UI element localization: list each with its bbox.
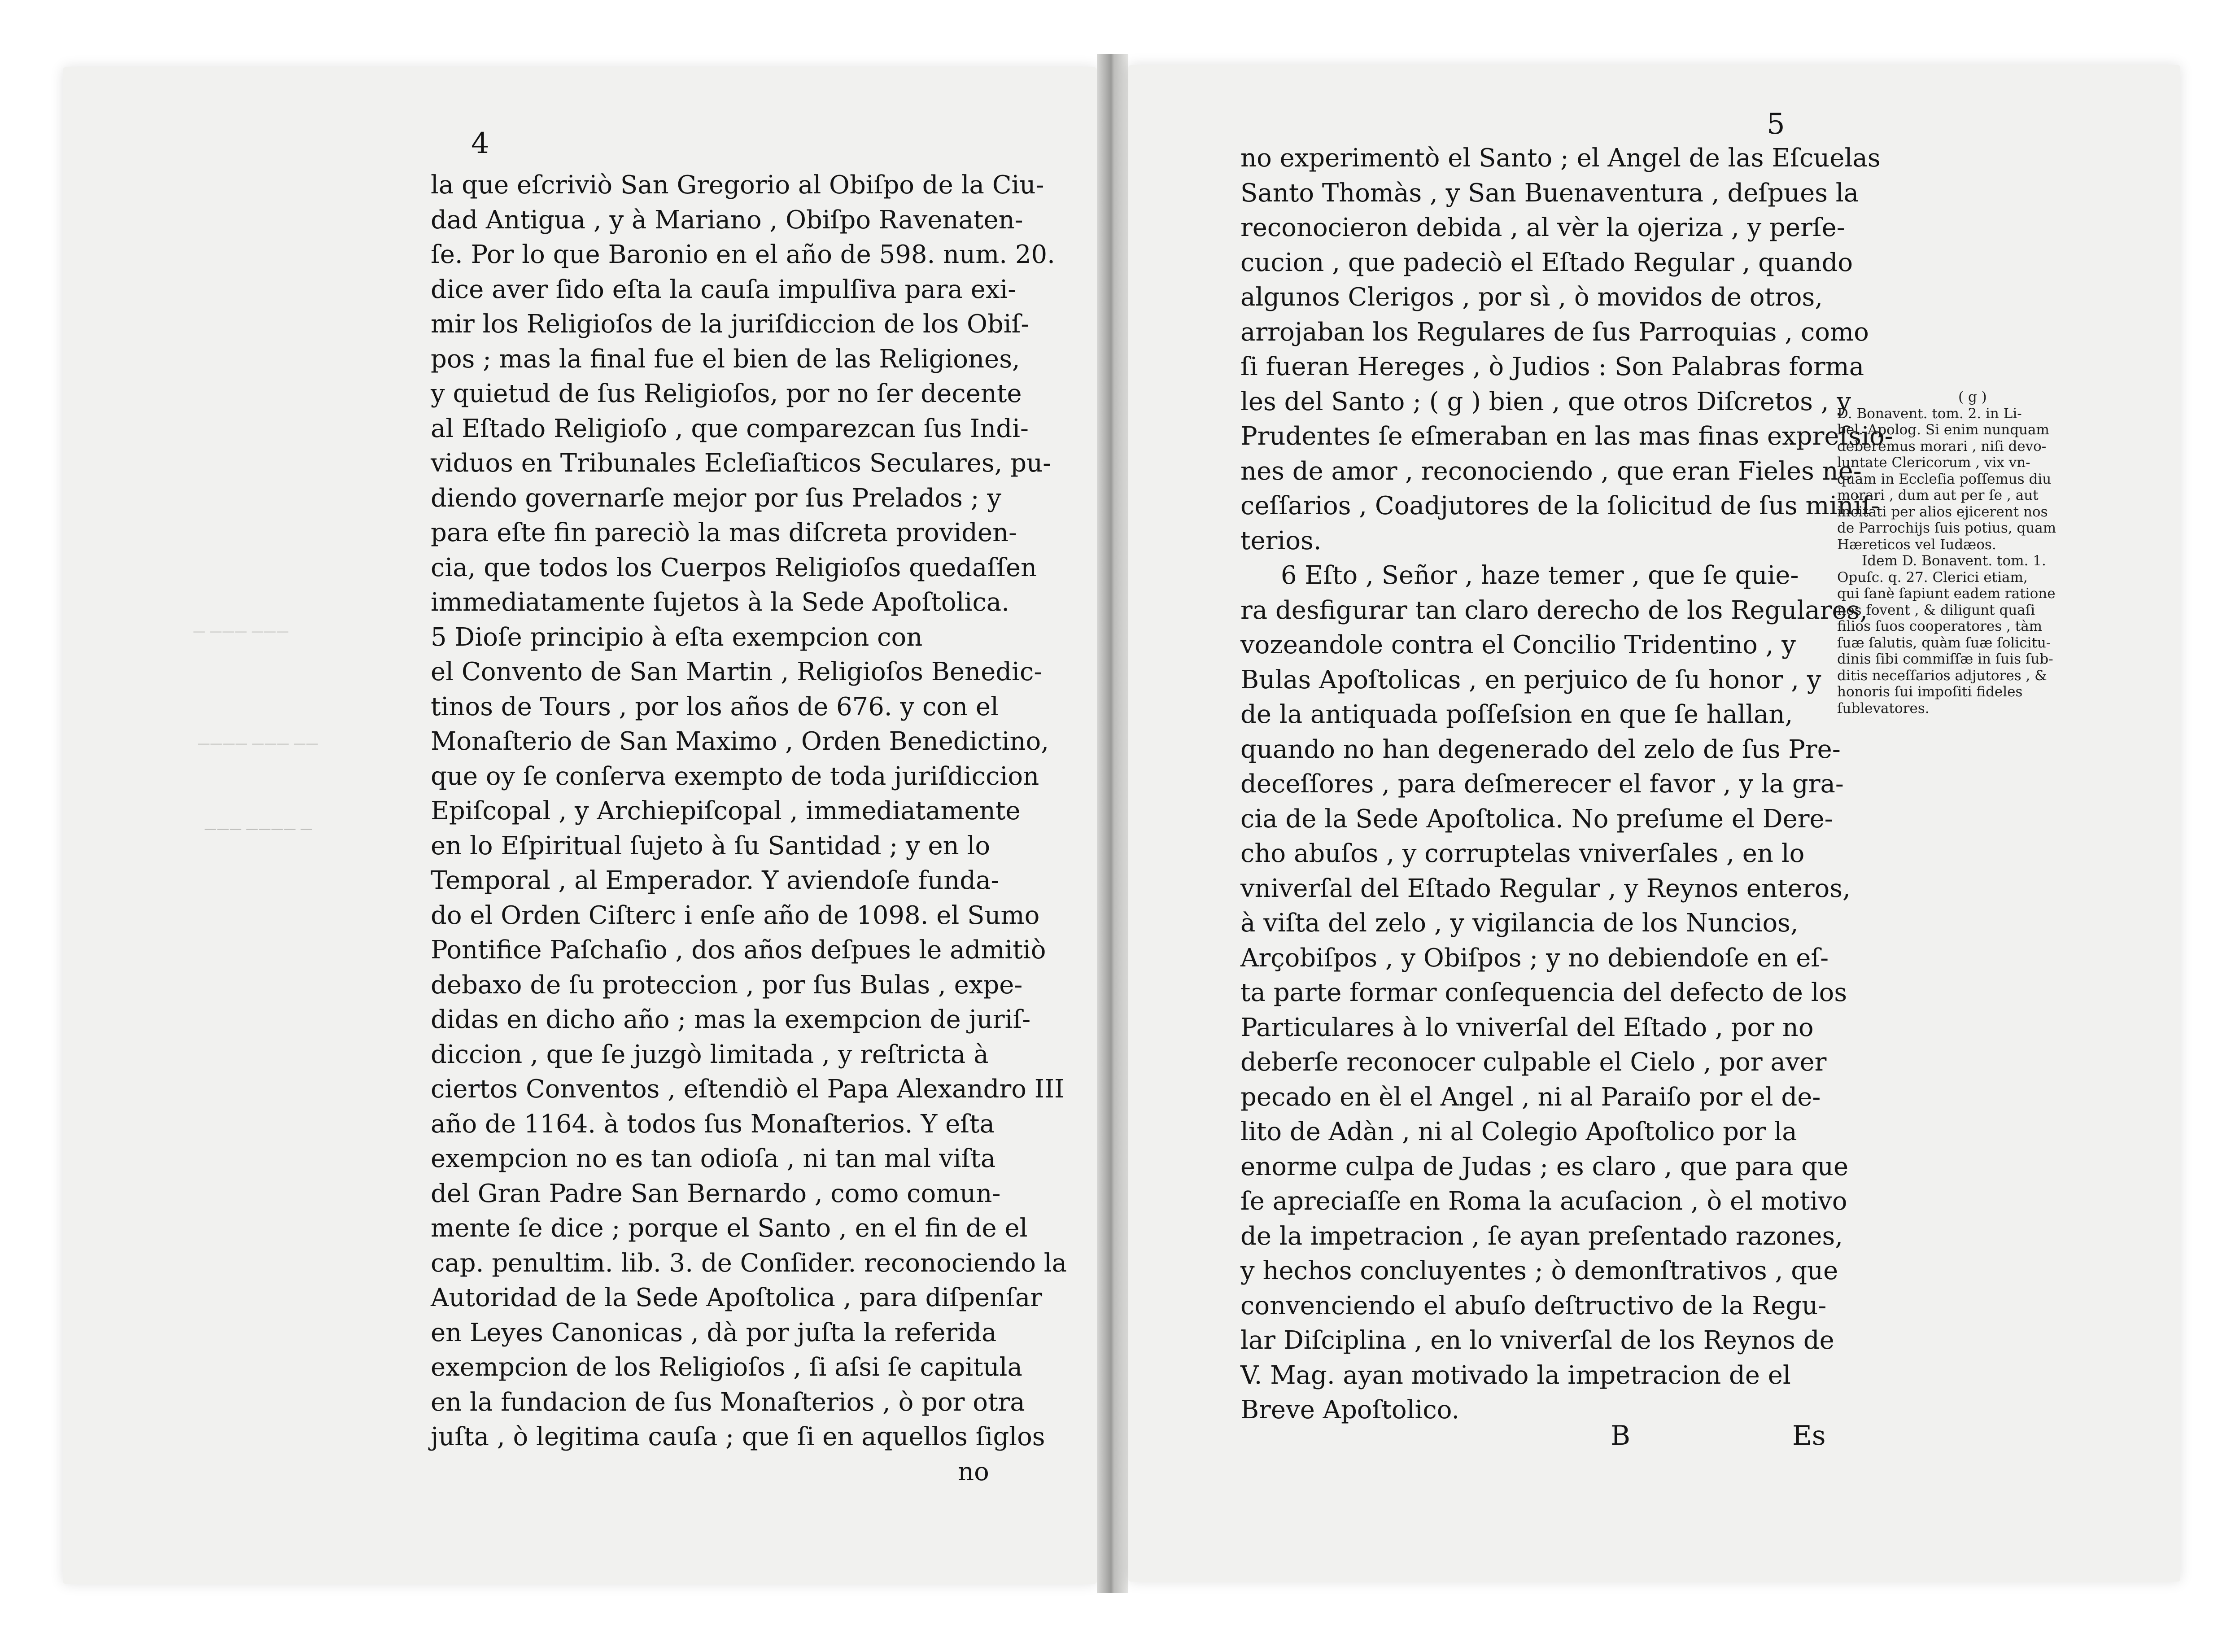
show-through-decoration: — ——— ——— xyxy=(193,624,289,638)
text-line: les del Santo ; ( g ) bien , que otros Diſcretos , y xyxy=(1240,387,1851,416)
text-line: arrojaban los Regulares de ſus Parroquias , como xyxy=(1240,317,1869,347)
margin-note-line: ditis neceſſarios adjutores , & xyxy=(1837,667,2047,684)
margin-note-line: dinis ſibi commiſſæ in ſuis ſub- xyxy=(1837,651,2053,667)
text-line: pos ; mas la final fue el bien de las Religiones, xyxy=(431,344,1020,374)
text-line: mente ſe dice ; porque el Santo , en el fin de el xyxy=(431,1214,1028,1243)
text-line: didas en dicho año ; mas la exempcion de juriſ- xyxy=(431,1005,1031,1034)
text-line: dice aver ſido eſta la cauſa impulſiva para exi- xyxy=(431,275,1017,304)
text-line: el Convento de San Martin , Religioſos Benedic- xyxy=(431,657,1043,686)
text-line: y quietud de ſus Religioſos, por no ſer decente xyxy=(431,379,1022,408)
text-line: immediatamente ſujetos à la Sede Apoſtolica. xyxy=(431,588,1009,617)
margin-note-line: luntate Clericorum , vix vn- xyxy=(1837,455,2030,471)
show-through-decoration: ———— ——— —— xyxy=(197,736,319,751)
text-line: Bulas Apoſtolicas , en perjuico de ſu honor , y xyxy=(1240,665,1821,695)
margin-note-line: incitati per alios ejicerent nos xyxy=(1837,503,2048,520)
text-line: Prudentes ſe eſmeraban en las mas finas expreſsio- xyxy=(1240,422,1893,451)
margin-note-line: qui ſanè ſapiunt eadem ratione xyxy=(1837,586,2056,602)
book-gutter xyxy=(1097,54,1128,1593)
text-line: diendo governarſe mejor por ſus Prelados ; y xyxy=(431,483,1001,513)
text-line: do el Orden Ciſterc i enſe año de 1098. el Sumo xyxy=(431,900,1040,930)
text-line: cucion , que padeciò el Eſtado Regular , quando xyxy=(1240,248,1853,277)
text-line: lar Diſciplina , en lo vniverſal de los Reynos de xyxy=(1240,1326,1834,1355)
text-line: ta parte formar conſequencia del defecto de los xyxy=(1240,978,1847,1007)
text-line: que oy ſe conſerva exempto de toda juriſdiccion xyxy=(431,761,1039,791)
text-line: Particulares à lo vniverſal del Eſtado , por no xyxy=(1240,1013,1814,1042)
margin-note-line: morari , dum aut per ſe , aut xyxy=(1837,487,2039,503)
text-line: deberſe reconocer culpable el Cielo , por aver xyxy=(1240,1048,1827,1077)
text-line: pecado en èl el Angel , ni al Paraiſo por el de- xyxy=(1240,1082,1821,1112)
text-line: ſi fueran Hereges , ò Judios : Son Palabras forma xyxy=(1240,352,1864,381)
text-line: ſe. Por lo que Baronio en el año de 598. num. 20. xyxy=(431,240,1055,269)
text-line: cia, que todos los Cuerpos Religioſos quedaſſen xyxy=(431,553,1037,582)
text-line: en Leyes Canonicas , dà por juſta la referida xyxy=(431,1318,997,1347)
margin-note-line: Idem D. Bonavent. tom. 1. xyxy=(1862,553,2046,569)
text-line: lito de Adàn , ni al Colegio Apoſtolico por la xyxy=(1240,1117,1797,1146)
text-line: para eſte fin pareciò la mas diſcreta providen- xyxy=(431,518,1017,547)
text-line: viduos en Tribunales Ecleſiaſticos Seculares, pu- xyxy=(431,449,1052,478)
text-line: reconocieron debida , al vèr la ojeriza , y perſe- xyxy=(1240,213,1845,242)
text-line: vniverſal del Eſtado Regular , y Reynos enteros, xyxy=(1240,874,1851,903)
margin-note-line: de Parrochijs ſuis potius, quam xyxy=(1837,520,2056,536)
text-line: de la impetracion , ſe ayan preſentado razones, xyxy=(1240,1221,1843,1251)
text-line: cho abuſos , y corruptelas vniverſales , en lo xyxy=(1240,839,1805,868)
margin-note-line: D. Bonavent. tom. 2. in Li- xyxy=(1837,405,2022,422)
margin-note-line: ſuæ ſalutis, quàm ſuæ ſolicitu- xyxy=(1837,634,2051,651)
margin-note-line: nos fovent , & diligunt quaſi xyxy=(1837,602,2035,618)
margin-note-line: Hæreticos vel Iudæos. xyxy=(1837,536,1996,553)
text-line: Pontifice Paſchaſio , dos años deſpues le admitiò xyxy=(431,935,1046,965)
text-line: quando no han degenerado del zelo de ſus Pre- xyxy=(1240,734,1841,764)
margin-note-line: ( g ) xyxy=(1958,389,1987,405)
text-line: Arçobiſpos , y Obiſpos ; y no debiendoſe en eſ- xyxy=(1240,943,1829,973)
text-line: ciertos Conventos , eſtendiò el Papa Alexandro III xyxy=(431,1075,1065,1104)
margin-note-line: Opuſc. q. 27. Clerici etiam, xyxy=(1837,569,2028,586)
text-line: Breve Apoſtolico. xyxy=(1240,1395,1460,1425)
text-line: al Eſtado Religioſo , que comparezcan ſus Indi- xyxy=(431,414,1029,443)
text-line: y hechos concluyentes ; ò demonſtrativos , que xyxy=(1240,1256,1838,1285)
text-line: mir los Religioſos de la juriſdiccion de los Obiſ- xyxy=(431,310,1030,339)
text-line: ra desfigurar tan claro derecho de los Regulares, xyxy=(1240,595,1868,625)
margin-note-line: honoris ſui impoſiti fideles xyxy=(1837,684,2023,700)
text-line: deceſſores , para deſmerecer el favor , y la gra- xyxy=(1240,769,1844,799)
text-line: tinos de Tours , por los años de 676. y con el xyxy=(431,692,999,721)
text-line: de la antiquada poſſeſsion en que ſe hallan, xyxy=(1240,700,1793,729)
text-line: 6 Eſto , Señor , haze temer , que ſe quie- xyxy=(1281,561,1799,590)
margin-note-line: filios ſuos cooperatores , tàm xyxy=(1837,618,2043,634)
text-line: en lo Eſpiritual ſujeto à ſu Santidad ; y en lo xyxy=(431,831,991,861)
margin-note-line: quam in Eccleſia poſſemus diu xyxy=(1837,471,2052,487)
text-line: no xyxy=(958,1457,989,1486)
page-number-right: 5 xyxy=(1767,108,1785,141)
text-line: del Gran Padre San Bernardo , como comun- xyxy=(431,1179,1001,1208)
signature-mark: B xyxy=(1611,1420,1631,1451)
text-line: debaxo de ſu proteccion , por ſus Bulas , expe- xyxy=(431,970,1023,1000)
margin-note-line: bel. Apolog. Si enim nunquam xyxy=(1837,422,2049,438)
text-line: convenciendo el abuſo deſtructivo de la Regu- xyxy=(1240,1291,1827,1320)
text-line: 5 Dioſe principio à eſta exempcion con xyxy=(431,622,923,652)
text-line: año de 1164. à todos ſus Monaſterios. Y eſta xyxy=(431,1109,995,1139)
text-line: exempcion de los Religioſos , ſi aſsi ſe capitula xyxy=(431,1353,1022,1382)
text-line: V. Mag. ayan motivado la impetracion de el xyxy=(1240,1360,1791,1390)
text-line: nes de amor , reconociendo , que eran Fieles ne- xyxy=(1240,456,1862,486)
text-line: la que eſcriviò San Gregorio al Obiſpo de la Ciu- xyxy=(431,170,1044,200)
text-line: cap. penultim. lib. 3. de Conſider. reconociendo la xyxy=(431,1248,1067,1278)
text-line: vozeandole contra el Concilio Tridentino , y xyxy=(1240,630,1796,660)
text-line: Monaſterio de San Maximo , Orden Benedictino, xyxy=(431,727,1049,756)
text-line: Temporal , al Emperador. Y aviendoſe funda- xyxy=(431,866,1000,895)
page-number-left: 4 xyxy=(471,127,489,160)
text-line: ſe apreciaſſe en Roma la acuſacion , ò el motivo xyxy=(1240,1187,1847,1216)
catchword: Es xyxy=(1792,1420,1826,1451)
text-line: ceſſarios , Coadjutores de la ſolicitud de ſus miniſ- xyxy=(1240,491,1880,520)
text-line: terios. xyxy=(1240,526,1322,555)
text-line: Epiſcopal , y Archiepiſcopal , immediatamente xyxy=(431,796,1021,826)
text-line: no experimentò el Santo ; el Angel de las Eſcuelas xyxy=(1240,144,1881,173)
text-line: Autoridad de la Sede Apoſtolica , para diſpenſar xyxy=(431,1283,1043,1312)
margin-note-line: ſublevatores. xyxy=(1837,700,1930,717)
text-line: cia de la Sede Apoſtolica. No preſume el Dere- xyxy=(1240,804,1833,834)
text-line: à viſta del zelo , y vigilancia de los Nuncios, xyxy=(1240,909,1799,938)
margin-note-line: deberemus morari , niſi devo- xyxy=(1837,438,2047,455)
text-line: diccion , que ſe juzgò limitada , y reſtricta à xyxy=(431,1040,989,1069)
text-line: juſta , ò legitima cauſa ; que ſi en aquellos ſiglos xyxy=(431,1422,1045,1451)
text-line: en la fundacion de ſus Monaſterios , ò por otra xyxy=(431,1387,1025,1417)
text-line: Santo Thomàs , y San Buenaventura , deſpues la xyxy=(1240,178,1859,208)
text-line: algunos Clerigos , por sì , ò movidos de otros, xyxy=(1240,283,1823,312)
text-line: exempcion no es tan odioſa , ni tan mal viſta xyxy=(431,1144,996,1173)
text-line: dad Antigua , y à Mariano , Obiſpo Ravenaten- xyxy=(431,205,1023,235)
text-line: enorme culpa de Judas ; es claro , que para que xyxy=(1240,1152,1849,1181)
show-through-decoration: ——— ———— — xyxy=(204,821,313,836)
